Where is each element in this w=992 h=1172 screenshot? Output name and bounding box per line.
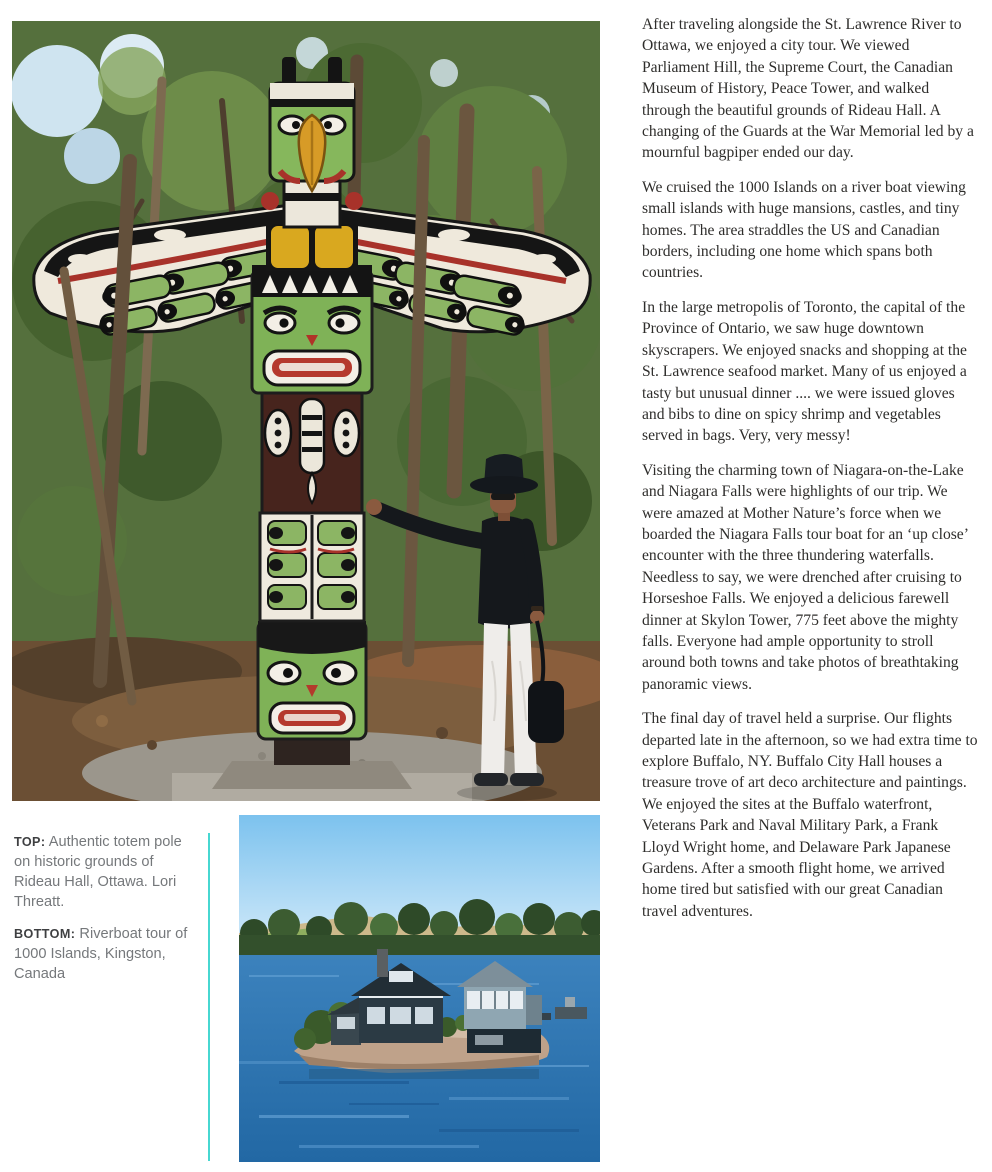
caption-divider-rule (208, 833, 210, 1161)
totem-pole-illustration (12, 21, 600, 801)
totem-pole-photo (12, 21, 600, 801)
photo-captions (14, 832, 197, 996)
article-paragraph: In the large metropolis of Toronto, the capital of the Province of Ontario, we saw huge downtown skyscrapers. We enjoyed snacks and shopping at the St. Lawrence seafood market. Many of us enjoyed a tasty but unusual dinner .... we were issued gloves and bibs to dine on spicy shrimp and vegetables served in bags. Very, very messy! (642, 298, 967, 445)
article-paragraph: We cruised the 1000 Islands on a river boat viewing small islands with huge mansions, castles, and tiny homes. The area straddles the US and Canadian borders, including one home which spans both countries. (642, 178, 966, 282)
caption-top (14, 832, 197, 912)
caption-bottom-text: Riverboat tour of 1000 Islands, Kingston, Canada (14, 926, 188, 982)
caption-top-label: TOP: (14, 835, 46, 849)
article-paragraph: After traveling alongside the St. Lawrence River to Ottawa, we enjoyed a city tour. We viewed Parliament Hill, the Supreme Court, the Canadian Museum of History, Peace Tower, and walked through the beautiful grounds of Rideau Hall. A changing of the Guards at the War Memorial led by a mournful bagpiper ended our day. (642, 16, 974, 162)
islands-illustration (239, 815, 600, 1162)
caption-top-text: Authentic totem pole on historic grounds of Rideau Hall, Ottawa. Lori Threatt. (14, 834, 182, 910)
caption-bottom-label: BOTTOM: (14, 927, 76, 941)
islands-photo (239, 815, 600, 1162)
article-column (642, 14, 979, 935)
article-paragraph: Visiting the charming town of Niagara-on-the-Lake and Niagara Falls were highlights of our trip. We were amazed at Mother Nature’s force when we boarded the Niagara Falls tour boat for an ‘up close’ encounter with the three thundering waterfalls. Needless to say, we were drenched after cruising to Horseshoe Falls. We enjoyed a delicious farewell dinner at Skylon Tower, 775 feet above the mighty falls. Everyone had ample opportunity to stroll around both towns and take photos of breathtaking panoramic views. (642, 461, 968, 693)
article-paragraph: The final day of travel held a surprise. Our flights departed late in the afternoon, so we had extra time to explore Buffalo, NY. Buffalo City Hall houses a treasure trove of art deco architecture and paintings. We enjoyed the sites at the Buffalo waterfront, Veterans Park and Naval Military Park, a Frank Lloyd Wright home, and Delaware Park Japanese Gardens. After a smooth flight home, we arrived home tired but satisfied with our great Canadian travel adventures. (642, 710, 978, 920)
caption-bottom (14, 924, 197, 984)
